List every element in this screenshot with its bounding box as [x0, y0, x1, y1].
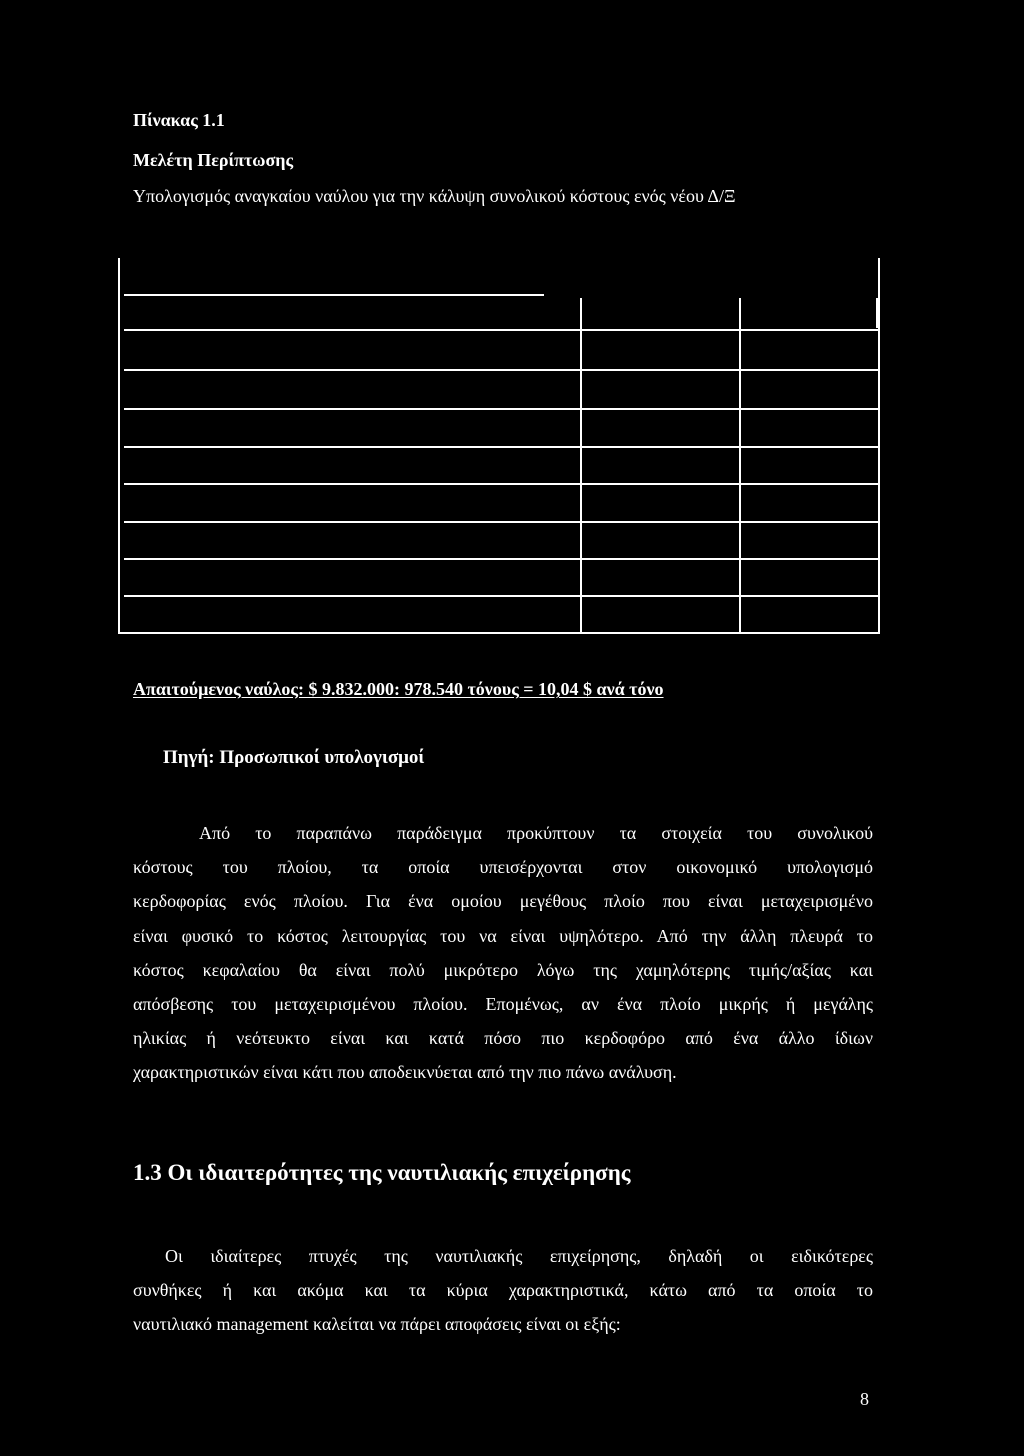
- paragraph-line: απόσβεσης του μεταχειρισμένου πλοίου. Επομένως, αν ένα πλοίο μικρής ή μεγάλης: [133, 994, 873, 1015]
- table-source: Πηγή: Προσωπικοί υπολογισμοί: [163, 747, 425, 768]
- paragraph-line: ηλικίας ή νεότευκτο είναι και κατά πόσο πιο κερδοφόρο από ένα άλλο ίδιων: [133, 1028, 873, 1049]
- table-rule: [124, 294, 544, 296]
- table-rule: [124, 408, 878, 410]
- table-rule: [124, 483, 878, 485]
- table-caption-label: Πίνακας 1.1: [133, 110, 225, 130]
- table-rule: [124, 595, 878, 597]
- table-caption-title: Μελέτη Περίπτωσης: [133, 150, 294, 170]
- paragraph-line: χαρακτηριστικών είναι κάτι που αποδεικνύεται από την πιο πάνω ανάλυση.: [133, 1062, 677, 1083]
- table-column-rule: [580, 298, 582, 632]
- required-freight-result: Απαιτούμενος ναύλος: $ 9.832.000: 978.540 τόνους = 10,04 $ ανά τόνο: [133, 679, 664, 699]
- table-rule: [124, 369, 878, 371]
- page-number: 8: [860, 1389, 869, 1409]
- body-paragraph-1: [133, 816, 873, 1090]
- table-caption-description: Υπολογισμός αναγκαίου ναύλου για την κάλυψη συνολικού κόστους ενός νέου Δ/Ξ: [133, 186, 736, 206]
- paragraph-line: κόστους του πλοίου, τα οποία υπεισέρχονται στον οικονομικό υπολογισμό: [133, 857, 873, 878]
- paragraph-line: κερδοφορίας ενός πλοίου. Για ένα ομοίου μεγέθους πλοίο που είναι μεταχειρισμένο: [133, 891, 873, 912]
- case-study-table: [118, 258, 880, 634]
- table-column-rule: [876, 298, 878, 328]
- paragraph-line: κόστος κεφαλαίου θα είναι πολύ μικρότερο λόγω της χαμηλότερης τιμής/αξίας και: [133, 959, 873, 980]
- paragraph-line: Από το παραπάνω παράδειγμα προκύπτουν τα στοιχεία του συνολικού: [199, 823, 873, 843]
- table-rule: [124, 558, 878, 560]
- paragraph-line: συνθήκες ή και ακόμα και τα κύρια χαρακτηριστικά, κάτω από τα οποία το: [133, 1280, 873, 1301]
- table-rule: [124, 521, 878, 523]
- section-heading: 1.3 Οι ιδιαιτερότητες της ναυτιλιακής επιχείρησης: [133, 1160, 631, 1185]
- paragraph-line: ναυτιλιακό management καλείται να πάρει αποφάσεις είναι οι εξής:: [133, 1314, 621, 1335]
- table-rule: [124, 446, 878, 448]
- table-rule: [124, 329, 878, 331]
- table-column-rule: [739, 298, 741, 632]
- paragraph-line: Οι ιδιαίτερες πτυχές της ναυτιλιακής επιχείρησης, δηλαδή οι ειδικότερες: [165, 1246, 873, 1266]
- body-paragraph-2: [133, 1239, 873, 1342]
- paragraph-line: είναι φυσικό το κόστος λειτουργίας του να είναι υψηλότερο. Από την άλλη πλευρά το: [133, 925, 873, 946]
